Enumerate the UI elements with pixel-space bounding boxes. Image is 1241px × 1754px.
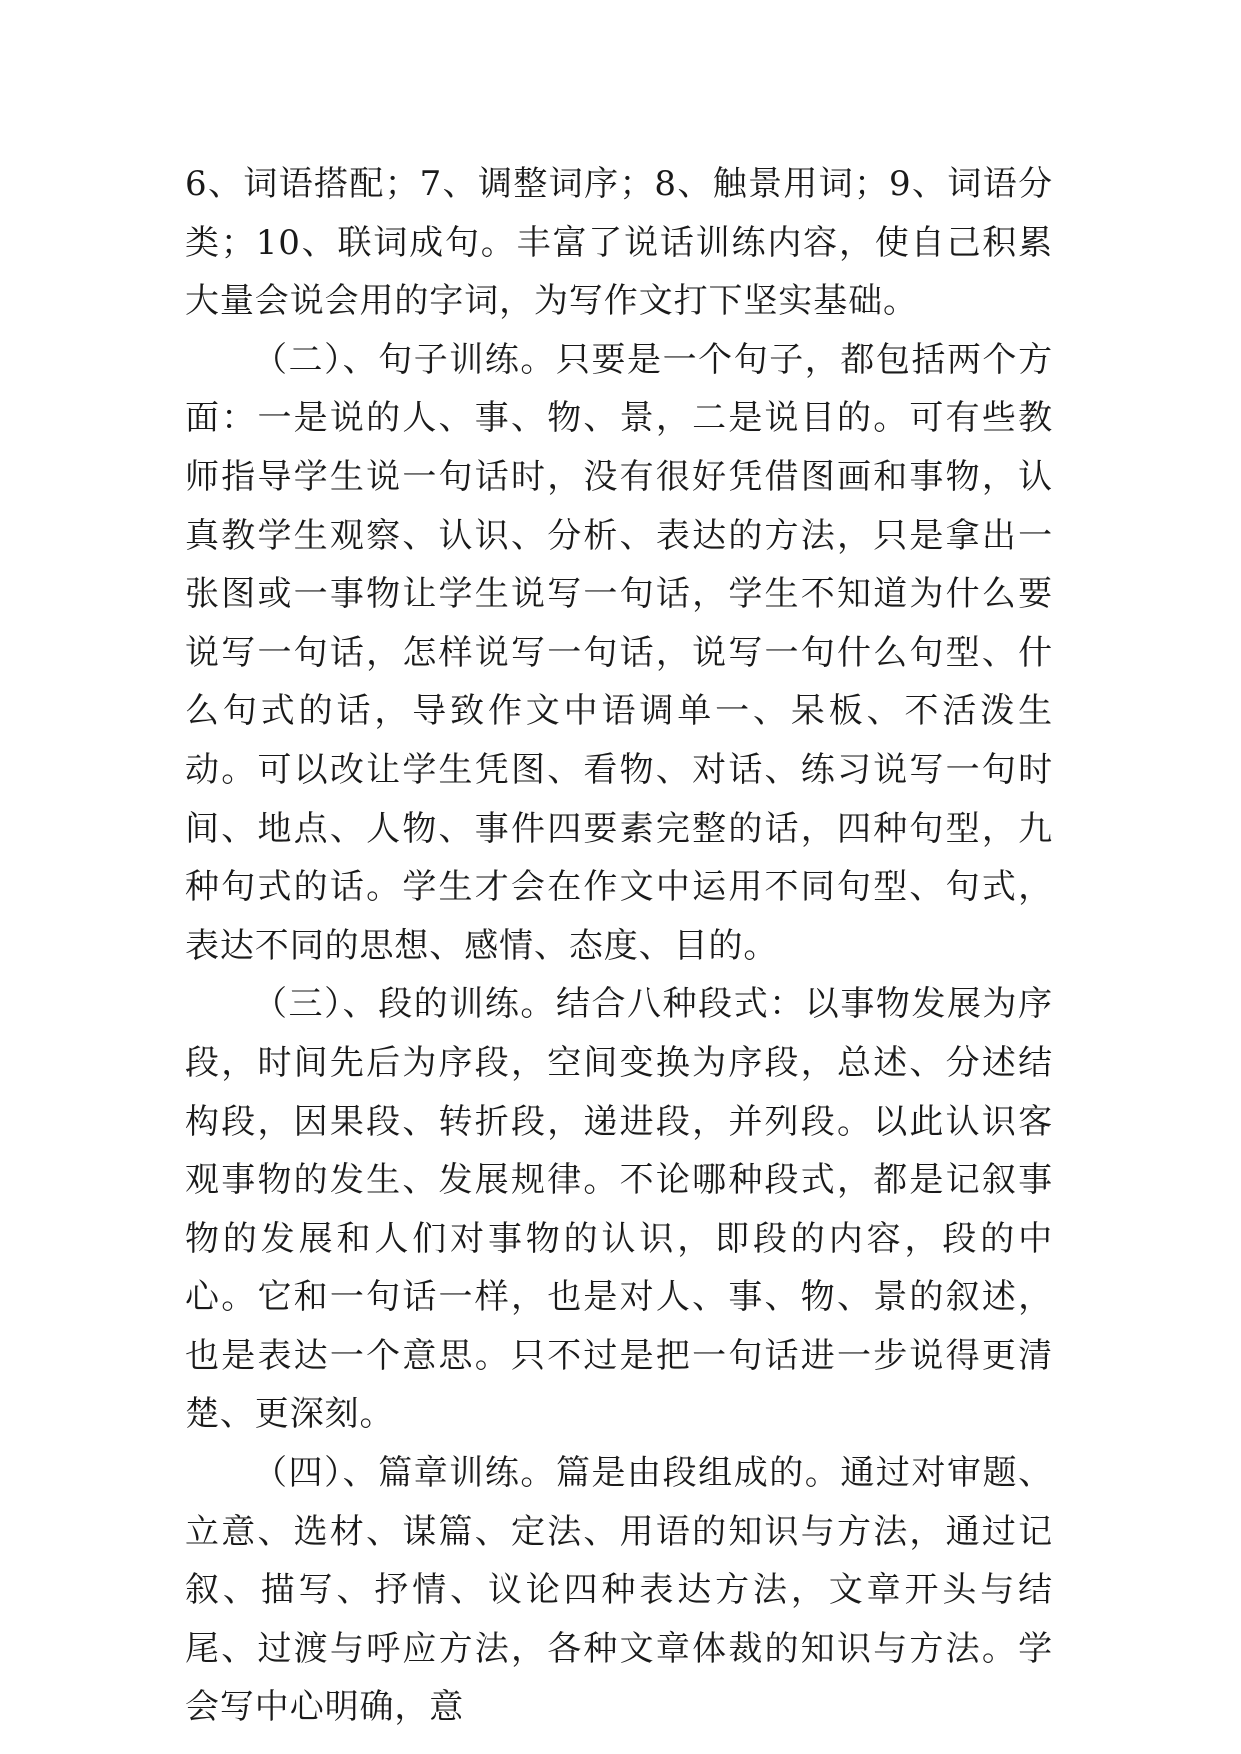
paragraph-chapter-training: （四）、篇章训练。篇是由段组成的。通过对审题、立意、选材、谋篇、定法、用语的知识与方法，通过记叙、描写、抒情、议论四种表达方法，文章开头与结尾、过渡与呼应方法，各种文章体裁的知识与方法。学会写中心明确，意 [185,1453,1053,1728]
paragraph-sentence-training: （二）、句子训练。只要是一个句子，都包括两个方面：一是说的人、事、物、景，二是说目的。可有些教师指导学生说一句话时，没有很好凭借图画和事物，认真教学生观察、认识、分析、表达的方法，只是拿出一张图或一事物让学生说写一句话，学生不知道为什么要说写一句话，怎样说写一句话，说写一句什么句型、什么句式的话，导致作文中语调单一、呆板、不活泼生动。可以改让学生凭图、看物、对话、练习说写一句时间、地点、人物、事件四要素完整的话，四种句型，九种句式的话。学生才会在作文中运用不同句型、句式，表达不同的思想、感情、态度、目的。 [185,339,1053,966]
paragraph-word-exercises: 6、词语搭配；7、调整词序；8、触景用词；9、词语分类；10、联词成句。丰富了说话训练内容，使自己积累大量会说会用的字词，为写作文打下坚实基础。 [185,164,1053,322]
paragraph-section-training: （三）、段的训练。结合八种段式：以事物发展为序段，时间先后为序段，空间变换为序段，总述、分述结构段，因果段、转折段，递进段，并列段。以此认识客观事物的发生、发展规律。不论哪种段式，都是记叙事物的发展和人们对事物的认识，即段的内容，段的中心。它和一句话一样，也是对人、事、物、景的叙述，也是表达一个意思。只不过是把一句话进一步说得更清楚、更深刻。 [185,984,1053,1435]
body-text [185,155,1053,1737]
